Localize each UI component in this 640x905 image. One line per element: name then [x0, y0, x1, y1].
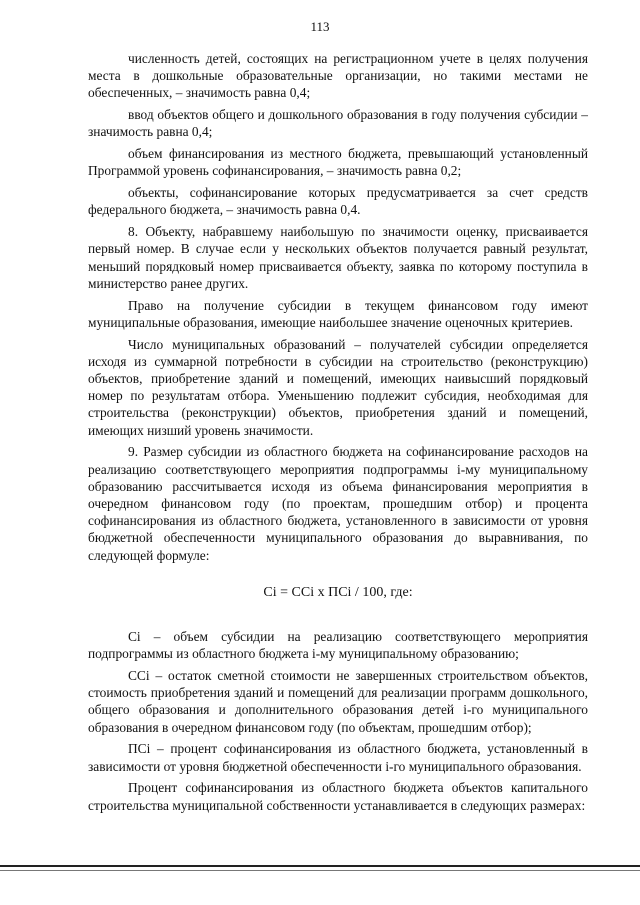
- page-bottom-rule: [0, 865, 640, 867]
- page-number: 113: [310, 19, 330, 34]
- criterion-object-commissioning: ввод объектов общего и дошкольного образования в году получения субсидии – значимость равна 0,4;: [88, 107, 588, 140]
- criterion-local-budget: объем финансирования из местного бюджета, превышающий установленный Программой уровень софинансирования, – значимость равна 0,2;: [88, 146, 588, 179]
- definition-cci: CCi – остаток сметной стоимости не завершенных строительством объектов, стоимость приобретения зданий и помещений для реализации программ дошкольного, общего образования и дополнительного образования детей i-го муниципального образования в очередном финансовом году (по объектам, прошедшим отбор);: [88, 668, 588, 735]
- document-body: [88, 50, 588, 818]
- criterion-federal-cofinancing: объекты, софинансирование которых предусматривается за счет средств федерального бюджета, – значимость равна 0,4.: [88, 185, 588, 218]
- clause-8-numbering: 8. Объекту, набравшему наибольшую по значимости оценку, присваивается первый номер. В случае если у нескольких объектов получается равный результат, меньший порядковый номер присваивается объекту, заявка по которому поступила в министерство ранее других.: [88, 224, 588, 291]
- subsidy-formula: Ci = CCi x ПCi / 100, где:: [263, 584, 413, 600]
- recipients-count-paragraph: Число муниципальных образований – получателей субсидии определяется исходя из суммарной потребности в субсидии на строительство (реконструкцию) объектов, приобретение зданий и помещений, имеющих наивысший порядковый номер по результатам отбора. Уменьшению подлежит субсидия, необходимая для строительства (реконструкции) объектов, приобретения зданий и помещений, имеющих низший уровень значимости.: [88, 336, 588, 438]
- definition-pci: ПCi – процент софинансирования из областного бюджета, установленный в зависимости от уровня бюджетной обеспеченности i-го муниципального образования.: [88, 741, 588, 774]
- clause-9-subsidy-size: 9. Размер субсидии из областного бюджета на софинансирование расходов на реализацию соответствующего мероприятия подпрограммы i-му муниципальному образованию рассчитывается исходя из объема финансирования мероприятия в очередном финансовом году (по проектам, прошедшим отбор) и процента софинансирования из областного бюджета, установленного в зависимости от уровня бюджетной обеспеченности муниципального образования до выравнивания, по следующей формуле:: [88, 444, 588, 563]
- criterion-children-count: численность детей, состоящих на регистрационном учете в целях получения места в дошкольные образовательные организации, но такими местами не обеспеченных, – значимость равна 0,4;: [88, 51, 588, 101]
- subsidy-right-paragraph: Право на получение субсидии в текущем финансовом году имеют муниципальные образования, имеющие наибольшее значение оценочных критериев.: [88, 297, 588, 330]
- cofinancing-percent-paragraph: Процент софинансирования из областного бюджета объектов капитального строительства муниципальной собственности устанавливается в следующих размерах:: [88, 780, 588, 813]
- page-bottom-rule-thin: [0, 870, 640, 871]
- definition-ci: Ci – объем субсидии на реализацию соответствующего мероприятия подпрограммы из областного бюджета i-му муниципальному образованию;: [88, 629, 588, 662]
